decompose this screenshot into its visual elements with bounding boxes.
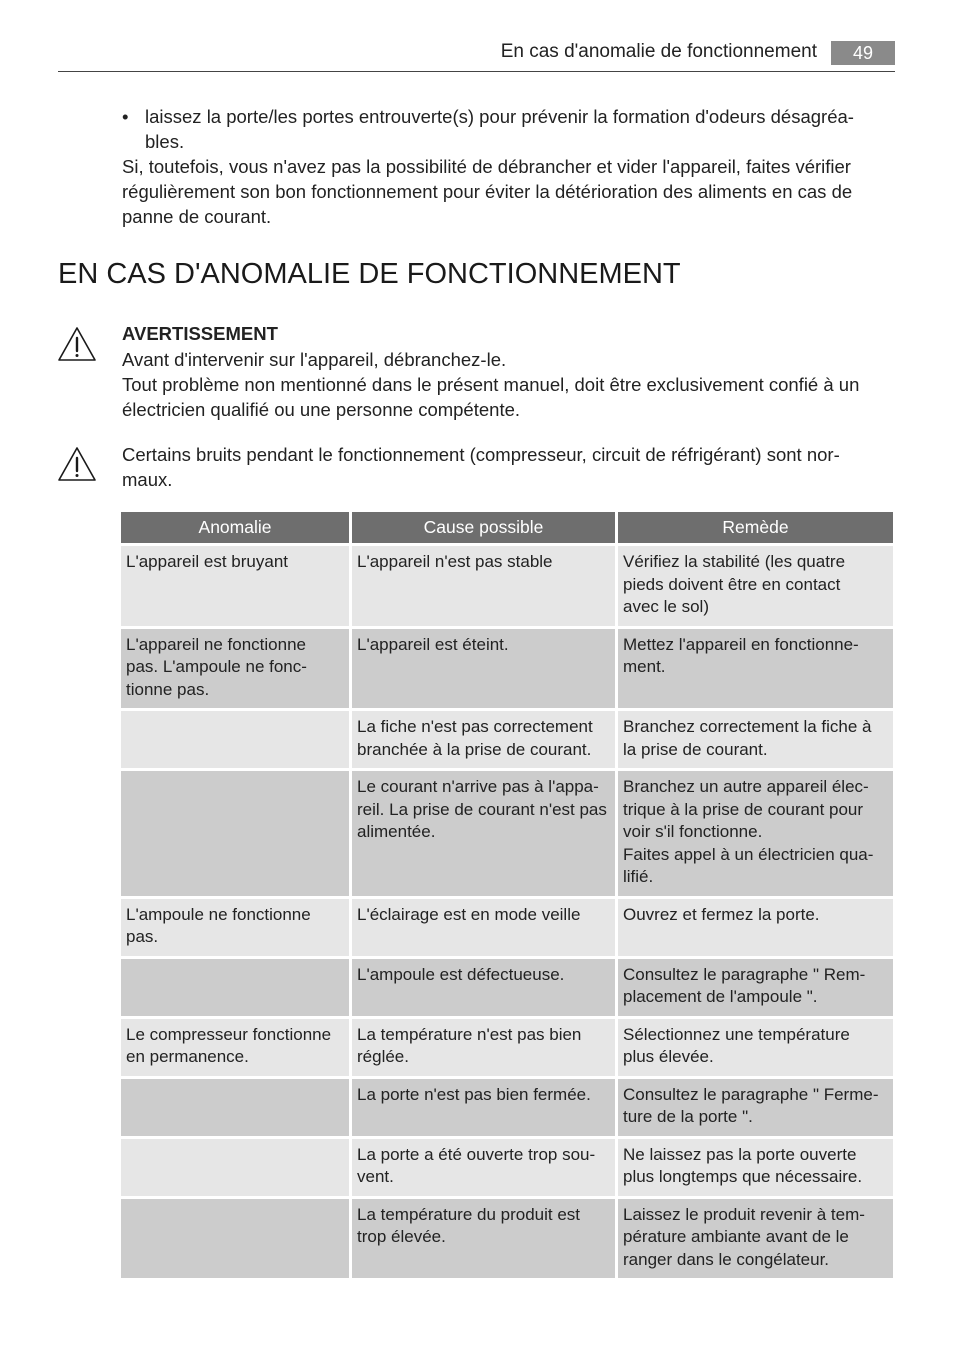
table-row [121, 711, 893, 768]
cell-cause: La porte n'est pas bien fermée. [352, 1079, 615, 1136]
table-row [121, 1019, 893, 1076]
cell-remedy: Branchez correctement la fiche à la prise de courant. [618, 711, 893, 768]
warning-block [122, 321, 892, 422]
cell-cause: L'ampoule est défectueuse. [352, 959, 615, 1016]
warning-heading: AVERTISSEMENT [122, 323, 278, 344]
table-row [121, 629, 893, 709]
cell-cause: Le courant n'arrive pas à l'appa- reil. La prise de courant n'est pas alimentée. [352, 771, 615, 896]
bullet-text: laissez la porte/les portes entrouverte(s) pour prévenir la formation d'odeurs désagréa- bles. [145, 106, 854, 152]
cell-remedy: Ne laissez pas la porte ouverte plus longtemps que nécessaire. [618, 1139, 893, 1196]
table-row [121, 546, 893, 626]
table-header-row [121, 512, 893, 543]
table-row [121, 1139, 893, 1196]
warning-triangle-icon [57, 446, 97, 482]
cell-anomaly [121, 1139, 349, 1196]
warning-triangle-icon [57, 326, 97, 362]
cell-cause: L'appareil est éteint. [352, 629, 615, 709]
column-header-remedy: Remède [618, 512, 893, 543]
table-row [121, 1199, 893, 1279]
cell-cause: La porte a été ouverte trop sou- vent. [352, 1139, 615, 1196]
cell-remedy: Branchez un autre appareil élec- trique à la prise de courant pour voir s'il fonctionne. Faites appel à un électricien qua- lifié. [618, 771, 893, 896]
cell-remedy: Consultez le paragraphe " Rem- placement de l'ampoule ". [618, 959, 893, 1016]
column-header-anomaly: Anomalie [121, 512, 349, 543]
cell-anomaly: L'appareil ne fonctionne pas. L'ampoule ne fonc- tionne pas. [121, 629, 349, 709]
intro-paragraph: Si, toutefois, vous n'avez pas la possibilité de débrancher et vider l'appareil, faites vérifier régulièrement son bon fonctionnement pour éviter la détérioration des aliments en cas de panne de courant. [122, 156, 853, 227]
table-row [121, 771, 893, 896]
page-header [58, 38, 895, 72]
cell-anomaly [121, 959, 349, 1016]
cell-cause: La température du produit est trop élevée. [352, 1199, 615, 1279]
cell-remedy: Consultez le paragraphe " Ferme- ture de la porte ". [618, 1079, 893, 1136]
cell-anomaly: Le compresseur fonctionne en permanence. [121, 1019, 349, 1076]
cell-cause: La température n'est pas bien réglée. [352, 1019, 615, 1076]
cell-remedy: Mettez l'appareil en fonctionne- ment. [618, 629, 893, 709]
bullet-item [122, 104, 905, 154]
cell-remedy: Sélectionnez une température plus élevée. [618, 1019, 893, 1076]
header-title: En cas d'anomalie de fonctionnement [500, 41, 817, 62]
cell-anomaly [121, 1199, 349, 1279]
table-row [121, 1079, 893, 1136]
table-row [121, 959, 893, 1016]
bullet-dot: • [122, 106, 129, 127]
warning-line-1: Avant d'intervenir sur l'appareil, débranchez-le. [122, 349, 507, 370]
cell-anomaly [121, 771, 349, 896]
noise-note: Certains bruits pendant le fonctionnement (compresseur, circuit de réfrigérant) sont nor- maux. [122, 444, 840, 490]
table-row [121, 899, 893, 956]
cell-anomaly: L'ampoule ne fonctionne pas. [121, 899, 349, 956]
cell-remedy: Laissez le produit revenir à tem- pérature ambiante avant de le ranger dans le congélateur. [618, 1199, 893, 1279]
cell-cause: La fiche n'est pas correctement branchée à la prise de courant. [352, 711, 615, 768]
cell-anomaly: L'appareil est bruyant [121, 546, 349, 626]
column-header-cause: Cause possible [352, 512, 615, 543]
page-number: 49 [831, 41, 895, 65]
cell-anomaly [121, 711, 349, 768]
cell-cause: L'appareil n'est pas stable [352, 546, 615, 626]
cell-anomaly [121, 1079, 349, 1136]
cell-cause: L'éclairage est en mode veille [352, 899, 615, 956]
cell-remedy: Ouvrez et fermez la porte. [618, 899, 893, 956]
cell-remedy: Vérifiez la stabilité (les quatre pieds doivent être en contact avec le sol) [618, 546, 893, 626]
section-title: EN CAS D'ANOMALIE DE FONCTIONNEMENT [58, 258, 681, 290]
warning-line-2: Tout problème non mentionné dans le présent manuel, doit être exclusivement confié à un électricien qualifié ou une personne compétente. [122, 374, 860, 420]
troubleshooting-table [118, 509, 896, 1281]
